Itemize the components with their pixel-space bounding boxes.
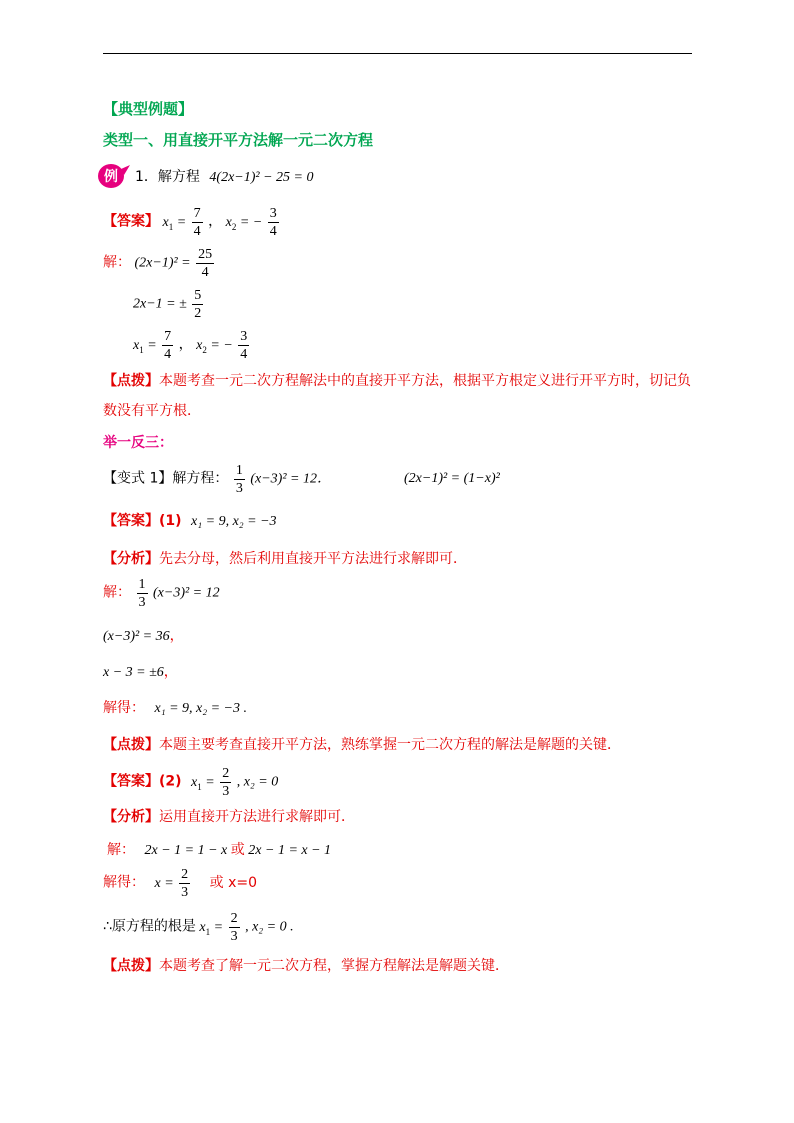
example1-sol-step3: $x_1$ = $\frac{7}{4}$ ， $x_2$ = − $\frac{3}{4}$ bbox=[133, 329, 248, 362]
part1-sol-step2: (x−3)² = 36， bbox=[103, 628, 184, 644]
answer-x1-frac: $\frac{7}{4}$ bbox=[193, 206, 201, 239]
header-rule bbox=[103, 53, 692, 54]
part2-sol: 解： 2x − 1 = 1 − x 或 2x − 1 = x − 1 bbox=[107, 842, 332, 858]
example1-label: 1．解方程 bbox=[135, 169, 200, 185]
solution-tag: 解： bbox=[103, 254, 131, 271]
example1-tip-line2: 数没有平方根． bbox=[103, 403, 201, 419]
part2-conclusion: ∴原方程的根是 $x_1$ = $\frac{2}{3}$ , x₂ = 0 . bbox=[103, 911, 294, 944]
part1-sol-step1: 解： $\frac{1}{3}$ (x−3)² = 12 bbox=[103, 577, 220, 610]
variant1-eq1: (x−3)² = 12． bbox=[250, 471, 331, 487]
part2-analysis: 【分析】运用直接开方法进行求解即可． bbox=[103, 809, 355, 825]
answer-tag: 【答案】 bbox=[103, 213, 159, 230]
example1-line bbox=[135, 170, 314, 185]
example1-equation: 4(2x−1)² − 25 = 0 bbox=[209, 170, 314, 185]
example1-sol-step2: 2x−1 = ± $\frac{5}{2}$ bbox=[133, 288, 202, 321]
variant1-tag: 【变式 1】解方程： bbox=[103, 470, 229, 487]
part1-sol-step3: x − 3 = ±6， bbox=[103, 664, 178, 680]
part1-answer: 【答案】(1) x₁ = 9, x₂ = −3 bbox=[103, 513, 277, 529]
section-title: 【典型例题】 bbox=[103, 100, 194, 118]
part1-analysis: 【分析】先去分母，然后利用直接开平方法进行求解即可． bbox=[103, 551, 467, 567]
part2-answer: 【答案】(2) $x_1$ = $\frac{2}{3}$ , x₂ = 0 bbox=[103, 766, 279, 799]
type-title: 类型一、用直接开平方法解一元二次方程 bbox=[103, 131, 374, 149]
variant1-line: 【变式 1】解方程： $\frac{1}{3}$ (x−3)² = 12． bbox=[103, 463, 331, 496]
variant1-eq2: (2x−1)² = (1−x)² bbox=[404, 471, 500, 486]
example-badge-text: 例 bbox=[104, 169, 118, 185]
part1-result: 解得： x₁ = 9, x₂ = −3 . bbox=[103, 700, 248, 716]
example-badge-icon bbox=[97, 163, 131, 189]
example1-answer: 【答案】 $x_1$ = $\frac{7}{4}$ ， $x_2$ = − $\frac{3}{4}$ bbox=[103, 206, 277, 239]
example1-tip-line1: 【点拨】本题考查一元二次方程解法中的直接开平方法，根据平方根定义进行开平方时，切记负 bbox=[103, 373, 691, 389]
part2-result: 解得： x = $\frac{2}{3}$ 或 x=0 bbox=[103, 867, 258, 900]
part1-tip: 【点拨】本题主要考查直接开平方法，熟练掌握一元二次方程的解法是解题的关键． bbox=[103, 737, 621, 753]
variants-title: 举一反三： bbox=[103, 435, 173, 451]
example1-sol-step1: 解： (2x−1)² = $\frac{25}{4}$ bbox=[103, 247, 213, 280]
part2-tip: 【点拨】本题考查了解一元二次方程，掌握方程解法是解题关键． bbox=[103, 958, 509, 974]
answer-x2-frac: $\frac{3}{4}$ bbox=[269, 206, 277, 239]
